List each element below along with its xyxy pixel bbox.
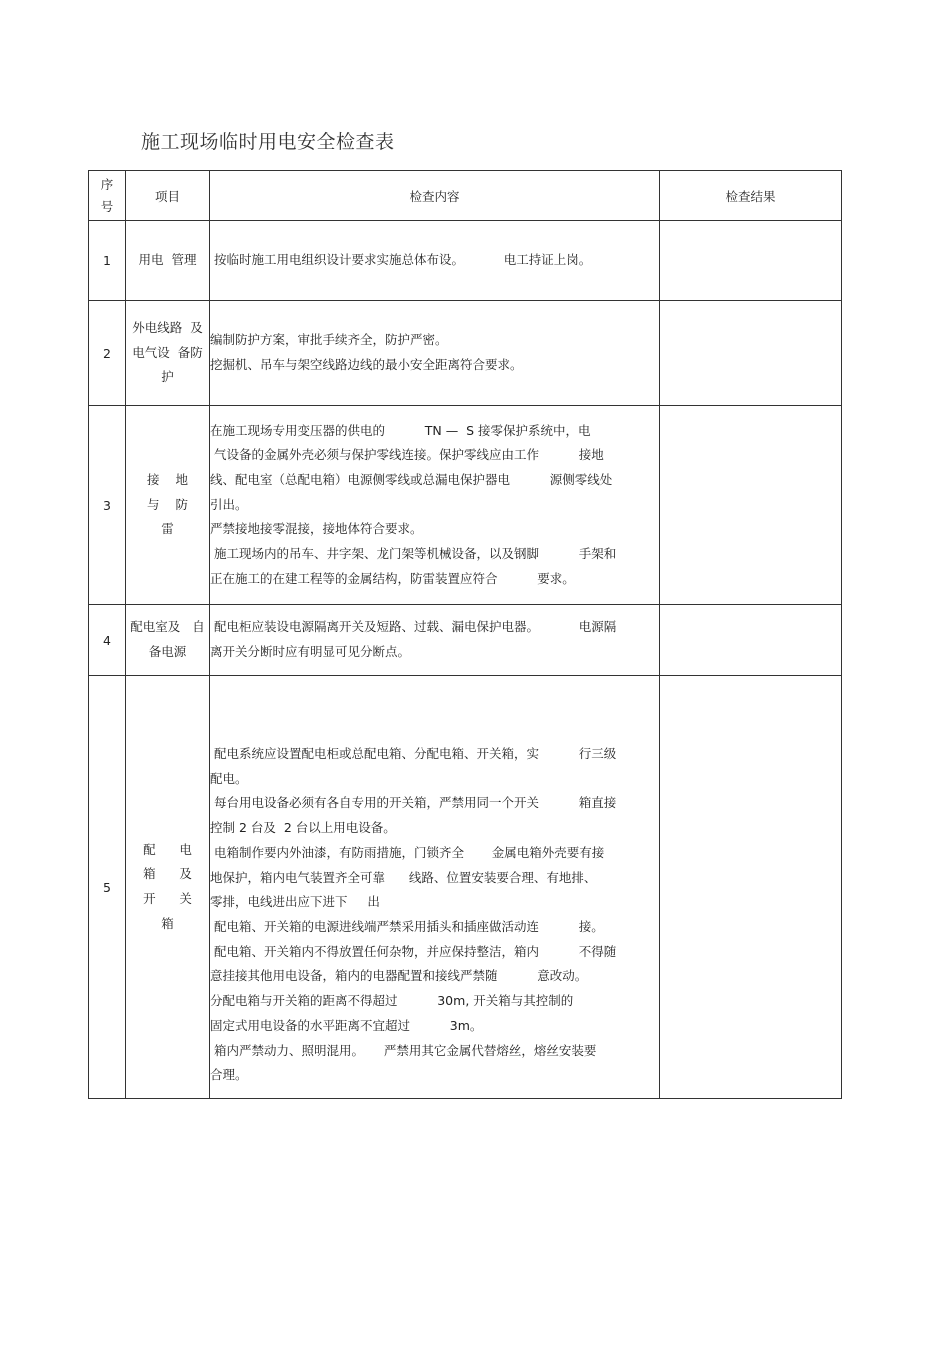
content-line: 线、配电室（总配电箱）电源侧零线或总漏电保护器电 源侧零线处 bbox=[210, 471, 613, 487]
content-line: 在施工现场专用变压器的供电的 TN — S 接零保护系统中，电 bbox=[210, 422, 591, 438]
row-item bbox=[126, 221, 210, 301]
header-no-line1: 序 bbox=[100, 176, 114, 192]
content-line: 编制防护方案，审批手续齐全，防护严密。 bbox=[210, 332, 448, 348]
row-item bbox=[126, 676, 210, 1099]
item-line: 接 地 bbox=[147, 471, 188, 487]
header-result: 检查结果 bbox=[660, 171, 842, 221]
content-line: 合理。 bbox=[210, 1067, 248, 1083]
content-line: 意挂接其他用电设备，箱内的电器配置和接线严禁随 意改动。 bbox=[210, 968, 588, 984]
content-line: 配电柜应装设电源隔离开关及短路、过载、漏电保护电器。 电源隔 bbox=[210, 619, 617, 635]
content-line: 每台用电设备必须有各自专用的开关箱，严禁用同一个开关 箱直接 bbox=[210, 795, 617, 811]
row-result[interactable] bbox=[660, 406, 842, 605]
row-content bbox=[210, 605, 660, 676]
row-item bbox=[126, 406, 210, 605]
page-title: 施工现场临时用电安全检查表 bbox=[141, 131, 395, 153]
item-line: 备电源 bbox=[148, 644, 187, 659]
content-line: 按临时施工用电组织设计要求实施总体布设。 电工持证上岗。 bbox=[210, 252, 592, 268]
content-line: 引出。 bbox=[210, 496, 248, 512]
item-line: 箱 bbox=[161, 915, 174, 931]
content-line: 严禁接地接零混接，接地体符合要求。 bbox=[210, 521, 423, 537]
inspection-table bbox=[88, 170, 842, 1099]
row-result[interactable] bbox=[660, 676, 842, 1099]
content-line: 配电。 bbox=[210, 770, 248, 786]
row-item bbox=[126, 301, 210, 406]
content-line: 零排，电线进出应下进下 出 bbox=[210, 894, 380, 910]
content-line: 配电箱、开关箱内不得放置任何杂物，并应保持整洁，箱内 不得随 bbox=[210, 943, 617, 959]
content-line: 配电系统应设置配电柜或总配电箱、分配电箱、开关箱，实 行三级 bbox=[210, 746, 617, 762]
content-line: 施工现场内的吊车、井字架、龙门架等机械设备，以及钢脚 手架和 bbox=[210, 546, 617, 562]
row-number: 4 bbox=[89, 605, 126, 676]
content-line: 正在施工的在建工程等的金属结构，防雷装置应符合 要求。 bbox=[210, 570, 575, 586]
row-content bbox=[210, 301, 660, 406]
table-row bbox=[89, 221, 842, 301]
content-line: 电箱制作要内外油漆，有防雨措施，门锁齐全 金属电箱外壳要有接 bbox=[210, 844, 605, 860]
item-line: 箱 及 bbox=[143, 866, 192, 882]
row-content bbox=[210, 676, 660, 1099]
item-line: 配 电 bbox=[143, 841, 192, 857]
item-line: 雷 bbox=[161, 521, 174, 537]
header-item: 项目 bbox=[126, 171, 210, 221]
item-line: 用电 管理 bbox=[138, 252, 197, 268]
item-line: 开 关 bbox=[143, 891, 192, 906]
table-row bbox=[89, 605, 842, 676]
row-content bbox=[210, 406, 660, 605]
row-number: 5 bbox=[89, 676, 126, 1099]
content-line: 箱内严禁动力、照明混用。 严禁用其它金属代替熔丝，熔丝安装要 bbox=[210, 1042, 597, 1058]
content-line: 控制 2 台及 2 台以上用电设备。 bbox=[210, 820, 396, 836]
table-row bbox=[89, 301, 842, 406]
table-row bbox=[89, 676, 842, 1099]
content-line: 挖掘机、吊车与架空线路边线的最小安全距离符合要求。 bbox=[210, 357, 523, 372]
item-line: 外电线路 及 bbox=[132, 319, 203, 335]
row-number: 2 bbox=[89, 301, 126, 406]
content-line: 气设备的金属外壳必须与保护零线连接。保护零线应由工作 接地 bbox=[210, 447, 604, 463]
item-line: 电气设 备防 bbox=[132, 344, 203, 360]
item-line: 与 防 bbox=[147, 496, 188, 512]
content-line: 地保护，箱内电气装置齐全可靠 线路、位置安装要合理、有地排、 bbox=[210, 869, 597, 885]
header-no-line2: 号 bbox=[100, 198, 114, 214]
table-row bbox=[89, 406, 842, 605]
row-result[interactable] bbox=[660, 605, 842, 676]
item-line: 配电室及 自 bbox=[130, 619, 205, 635]
row-result[interactable] bbox=[660, 221, 842, 301]
header-no bbox=[89, 171, 126, 221]
header-content: 检查内容 bbox=[210, 171, 660, 221]
content-line: 配电箱、开关箱的电源进线端严禁采用插头和插座做活动连 接。 bbox=[210, 919, 604, 934]
row-number: 1 bbox=[89, 221, 126, 301]
item-line: 护 bbox=[161, 369, 174, 385]
table-header-row bbox=[89, 171, 842, 221]
content-line: 分配电箱与开关箱的距离不得超过 30m, 开关箱与其控制的 bbox=[210, 993, 574, 1009]
row-content bbox=[210, 221, 660, 301]
row-item bbox=[126, 605, 210, 676]
row-result[interactable] bbox=[660, 301, 842, 406]
row-number: 3 bbox=[89, 406, 126, 605]
content-line: 离开关分断时应有明显可见分断点。 bbox=[210, 644, 411, 659]
content-line: 固定式用电设备的水平距离不宜超过 3m。 bbox=[210, 1017, 483, 1033]
